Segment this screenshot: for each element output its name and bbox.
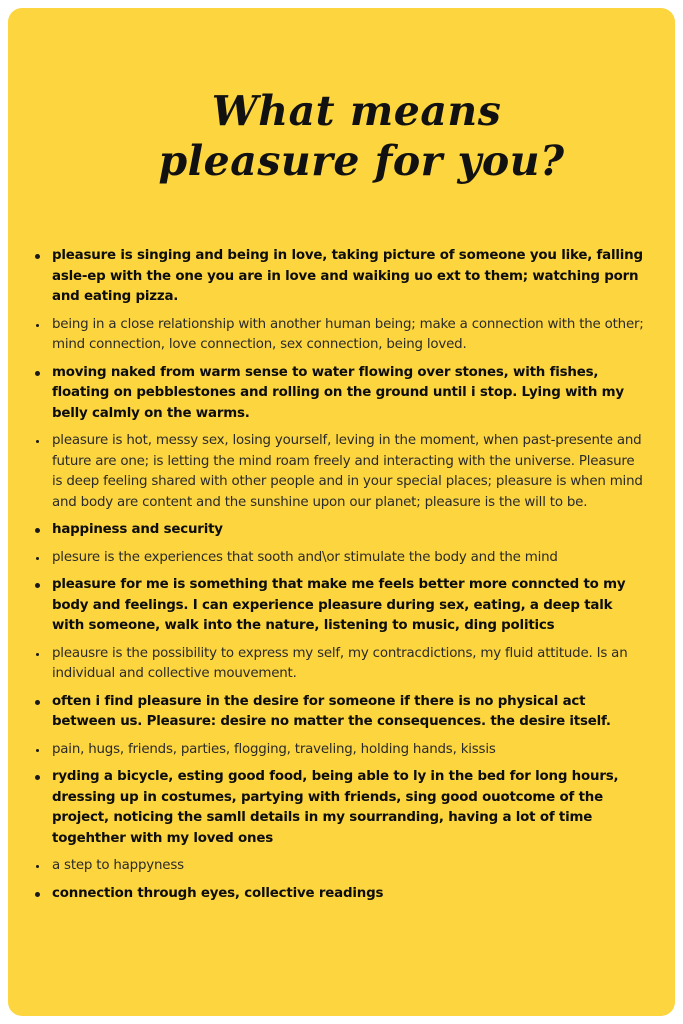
answer-item: connection through eyes, collective readings	[32, 884, 647, 905]
title-line-2: pleasure for you?	[158, 137, 565, 185]
card	[8, 8, 675, 1016]
answer-item: pleasure is singing and being in love, taking picture of someone you like, falling asle-ep with the one you are in love and waiking uo ext to them; watching porn and eating pizza.	[32, 246, 647, 308]
answer-item: moving naked from warm sense to water flowing over stones, with fishes, floating on pebblestones and rolling on the ground until i stop. Lying with my belly calmly on the warms.	[32, 363, 647, 425]
answer-item: a step to happyness	[32, 856, 647, 877]
answer-item: ryding a bicycle, esting good food, being able to ly in the bed for long hours, dressing up in costumes, partying with friends, sing good ouotcome of the project, noticing the samll details in my sourranding, having a lot of time togehther with my loved ones	[32, 767, 647, 849]
page-title	[8, 86, 675, 186]
answer-item: being in a close relationship with another human being; make a connection with the other; mind connection, love connection, sex connection, being loved.	[32, 315, 647, 356]
answer-item: plesure is the experiences that sooth and\or stimulate the body and the mind	[32, 548, 647, 569]
answer-item: pleasure is hot, messy sex, losing yourself, leving in the moment, when past-presente and future are one; is letting the mind roam freely and interacting with the universe. Pleasure is deep feeling shared with other people and in your special places; pleasure is when mind and body are content and the sunshine upon our planet; pleasure is the will to be.	[32, 431, 647, 513]
answer-item: happiness and security	[32, 520, 647, 541]
answers-list	[8, 246, 675, 911]
answer-item: often i find pleasure in the desire for someone if there is no physical act between us. Pleasure: desire no matter the consequences. the desire itself.	[32, 692, 647, 733]
answer-item: pain, hugs, friends, parties, flogging, traveling, holding hands, kissis	[32, 740, 647, 761]
answer-item: pleasure for me is something that make me feels better more conncted to my body and feelings. I can experience pleasure during sex, eating, a deep talk with someone, walk into the nature, listening to music, ding politics	[32, 575, 647, 637]
title-line-1: What means	[211, 87, 502, 135]
answer-item: pleausre is the possibility to express my self, my contracdictions, my fluid attitude. Is an individual and collective mouvement.	[32, 644, 647, 685]
